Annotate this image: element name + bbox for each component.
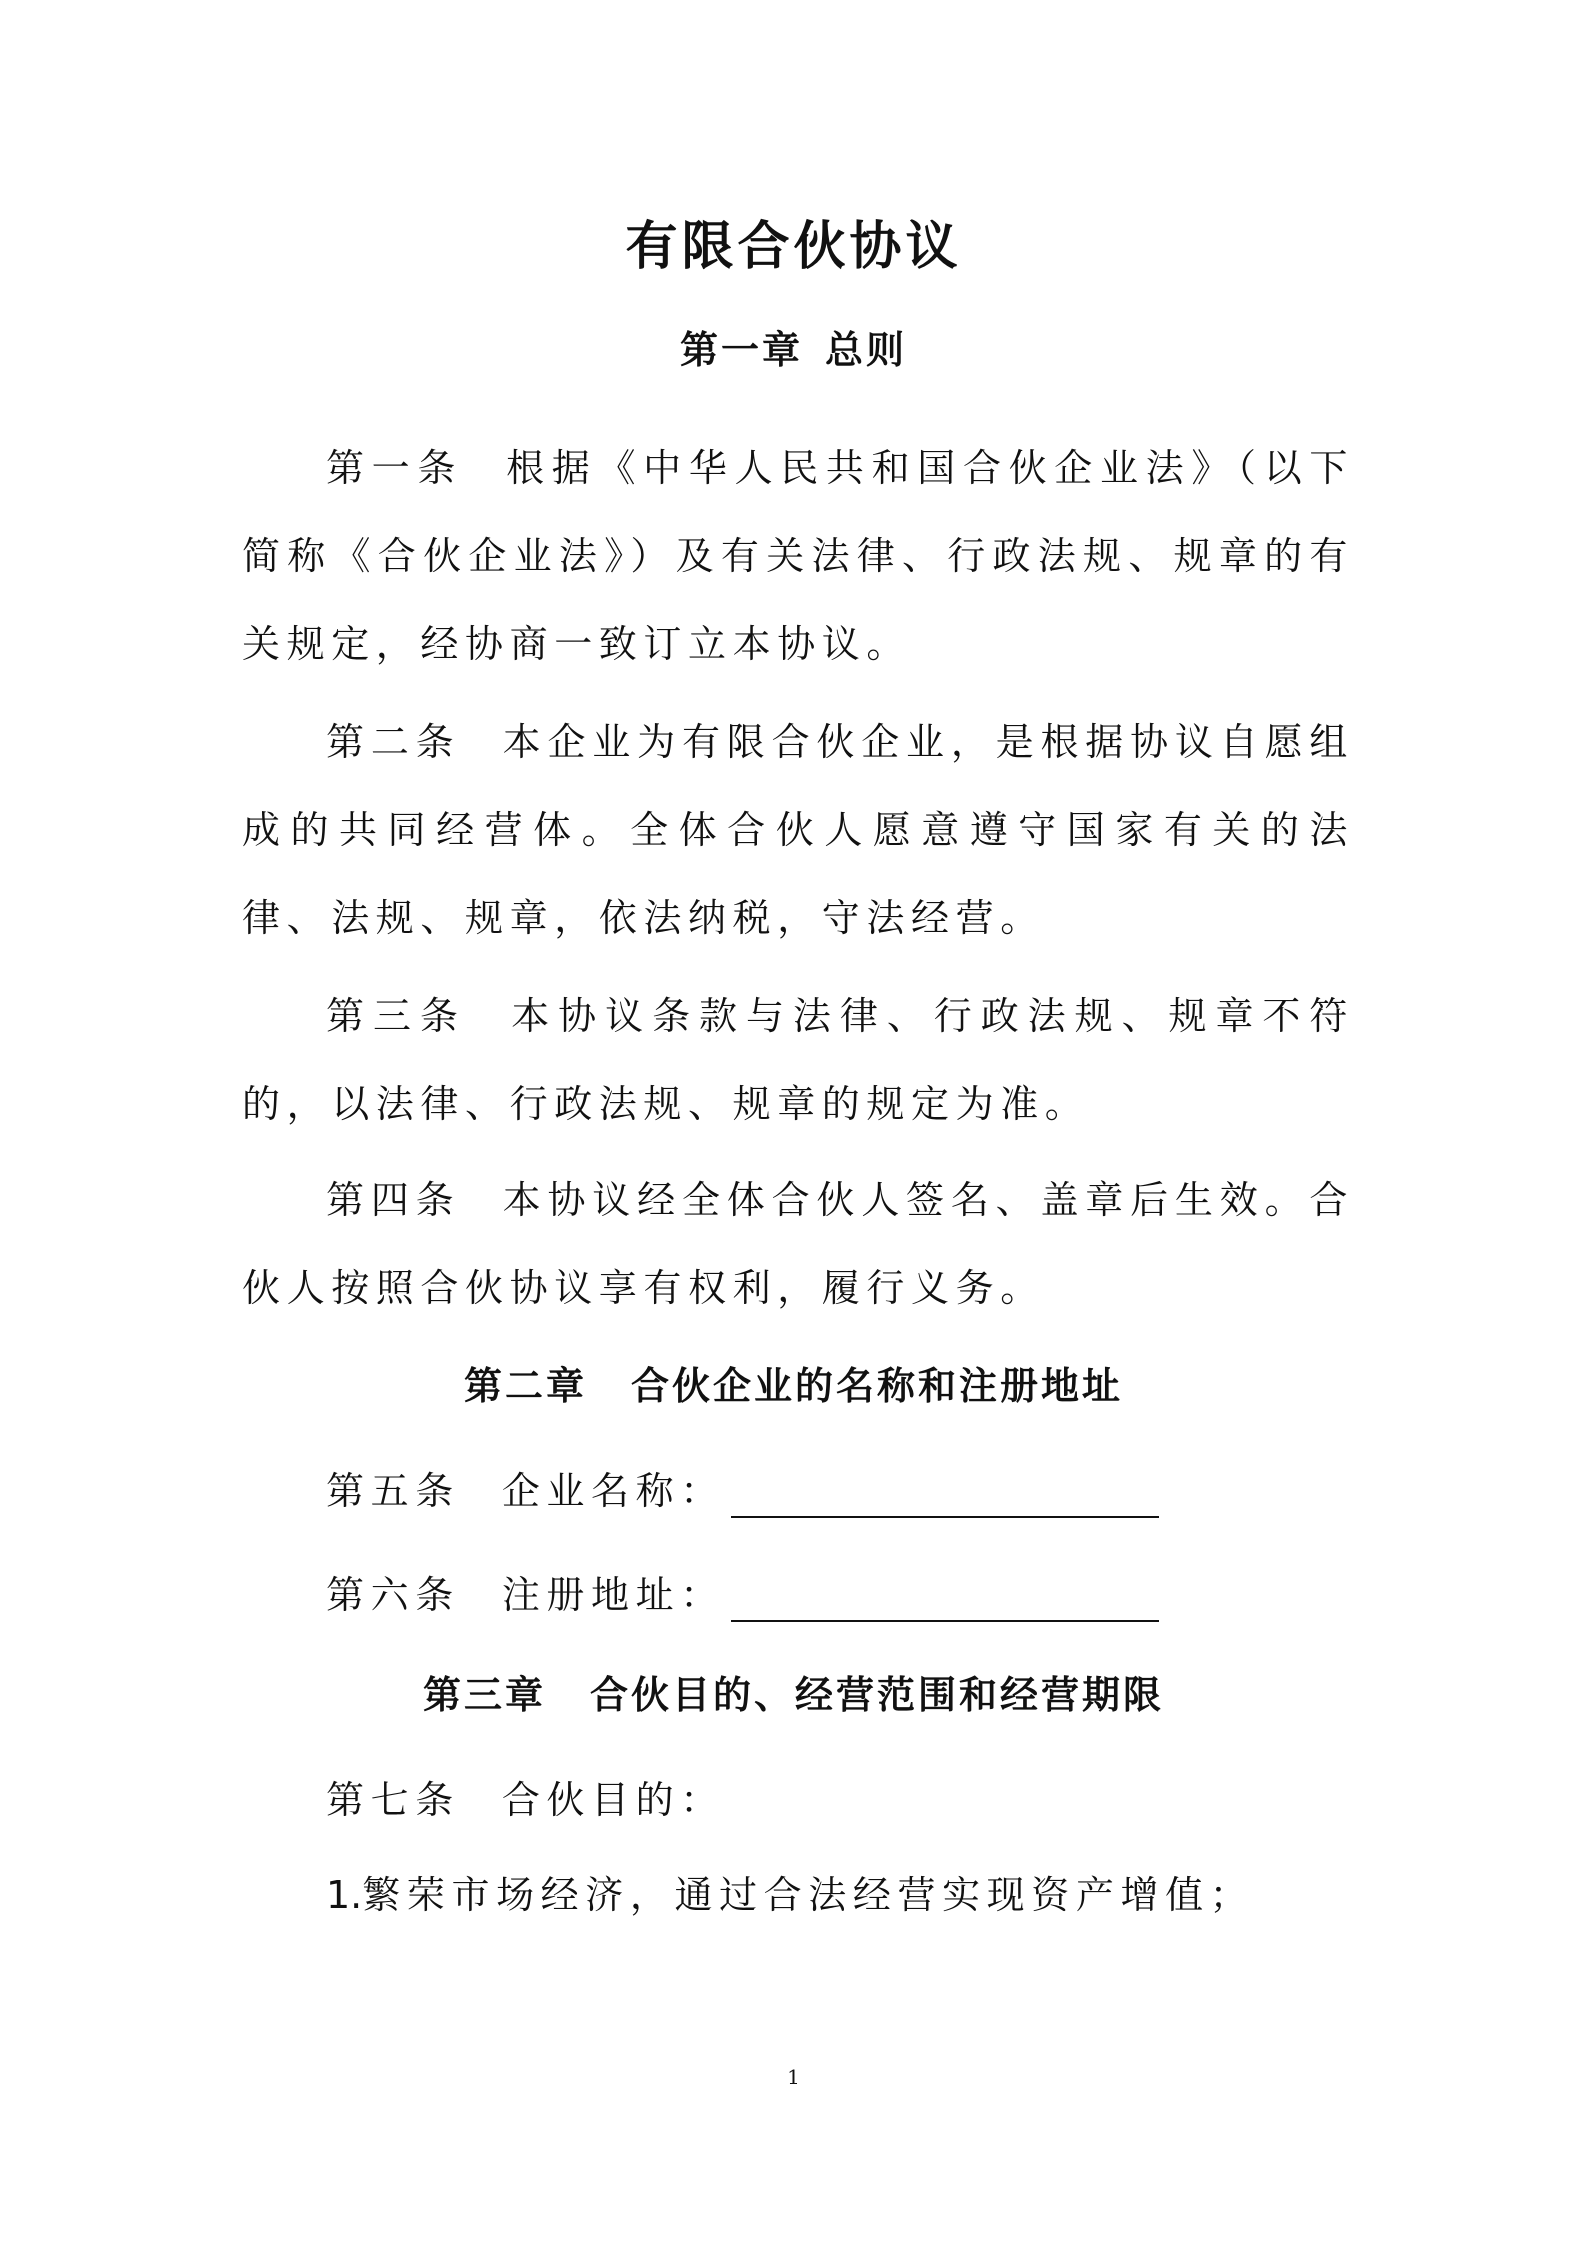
- article-6: [326, 1568, 1159, 1622]
- list-item: [326, 1868, 1254, 1922]
- chapter-3-number: 第三章: [422, 1673, 546, 1717]
- article-7: [326, 1773, 725, 1827]
- article-2: [242, 698, 1354, 962]
- article-3-text: 本协议条款与法律、行政法规、规章不符的，以法律、行政法规、规章的规定为准。: [242, 994, 1354, 1126]
- registered-address-label: 注册地址：: [501, 1573, 725, 1617]
- page-number: 1: [787, 2065, 800, 2089]
- article-1-text: 根据《中华人民共和国合伙企业法》（以下简称《合伙企业法》）及有关法律、行政法规、规章的有关规定，经协商一致订立本协议。: [242, 446, 1354, 666]
- registered-address-field[interactable]: [731, 1574, 1159, 1622]
- list-item-number: 1.: [326, 1873, 363, 1917]
- chapter-1-heading: [0, 323, 1587, 377]
- list-item-text: 繁荣市场经济，通过合法经营实现资产增值；: [362, 1873, 1255, 1917]
- chapter-3-title: 合伙目的、经营范围和经营期限: [590, 1673, 1165, 1717]
- chapter-1-title: 总则: [825, 328, 908, 372]
- chapter-2-title: 合伙企业的名称和注册地址: [631, 1364, 1124, 1408]
- chapter-3-heading: [0, 1668, 1587, 1722]
- article-1-label: 第一条: [326, 446, 464, 490]
- article-1: [242, 424, 1354, 688]
- article-3-label: 第三条: [326, 994, 467, 1038]
- document-title: 有限合伙协议: [625, 217, 962, 277]
- article-2-label: 第二条: [326, 720, 461, 764]
- company-name-field[interactable]: [731, 1470, 1159, 1518]
- article-6-label: 第六条: [326, 1573, 460, 1617]
- chapter-1-number: 第一章: [679, 328, 803, 372]
- article-5: [326, 1464, 1159, 1518]
- article-4-text: 本协议经全体合伙人签名、盖章后生效。合伙人按照合伙协议享有权利，履行义务。: [242, 1178, 1354, 1310]
- article-5-label: 第五条: [326, 1469, 460, 1513]
- chapter-2-number: 第二章: [463, 1364, 587, 1408]
- article-7-text: 合伙目的：: [501, 1778, 725, 1822]
- company-name-label: 企业名称：: [501, 1469, 725, 1513]
- article-2-text: 本企业为有限合伙企业，是根据协议自愿组成的共同经营体。全体合伙人愿意遵守国家有关的法律、法规、规章，依法纳税，守法经营。: [242, 720, 1354, 940]
- chapter-2-heading: [0, 1359, 1587, 1413]
- article-3: [242, 972, 1354, 1148]
- article-4: [242, 1156, 1354, 1332]
- article-7-label: 第七条: [326, 1778, 460, 1822]
- article-4-label: 第四条: [326, 1178, 461, 1222]
